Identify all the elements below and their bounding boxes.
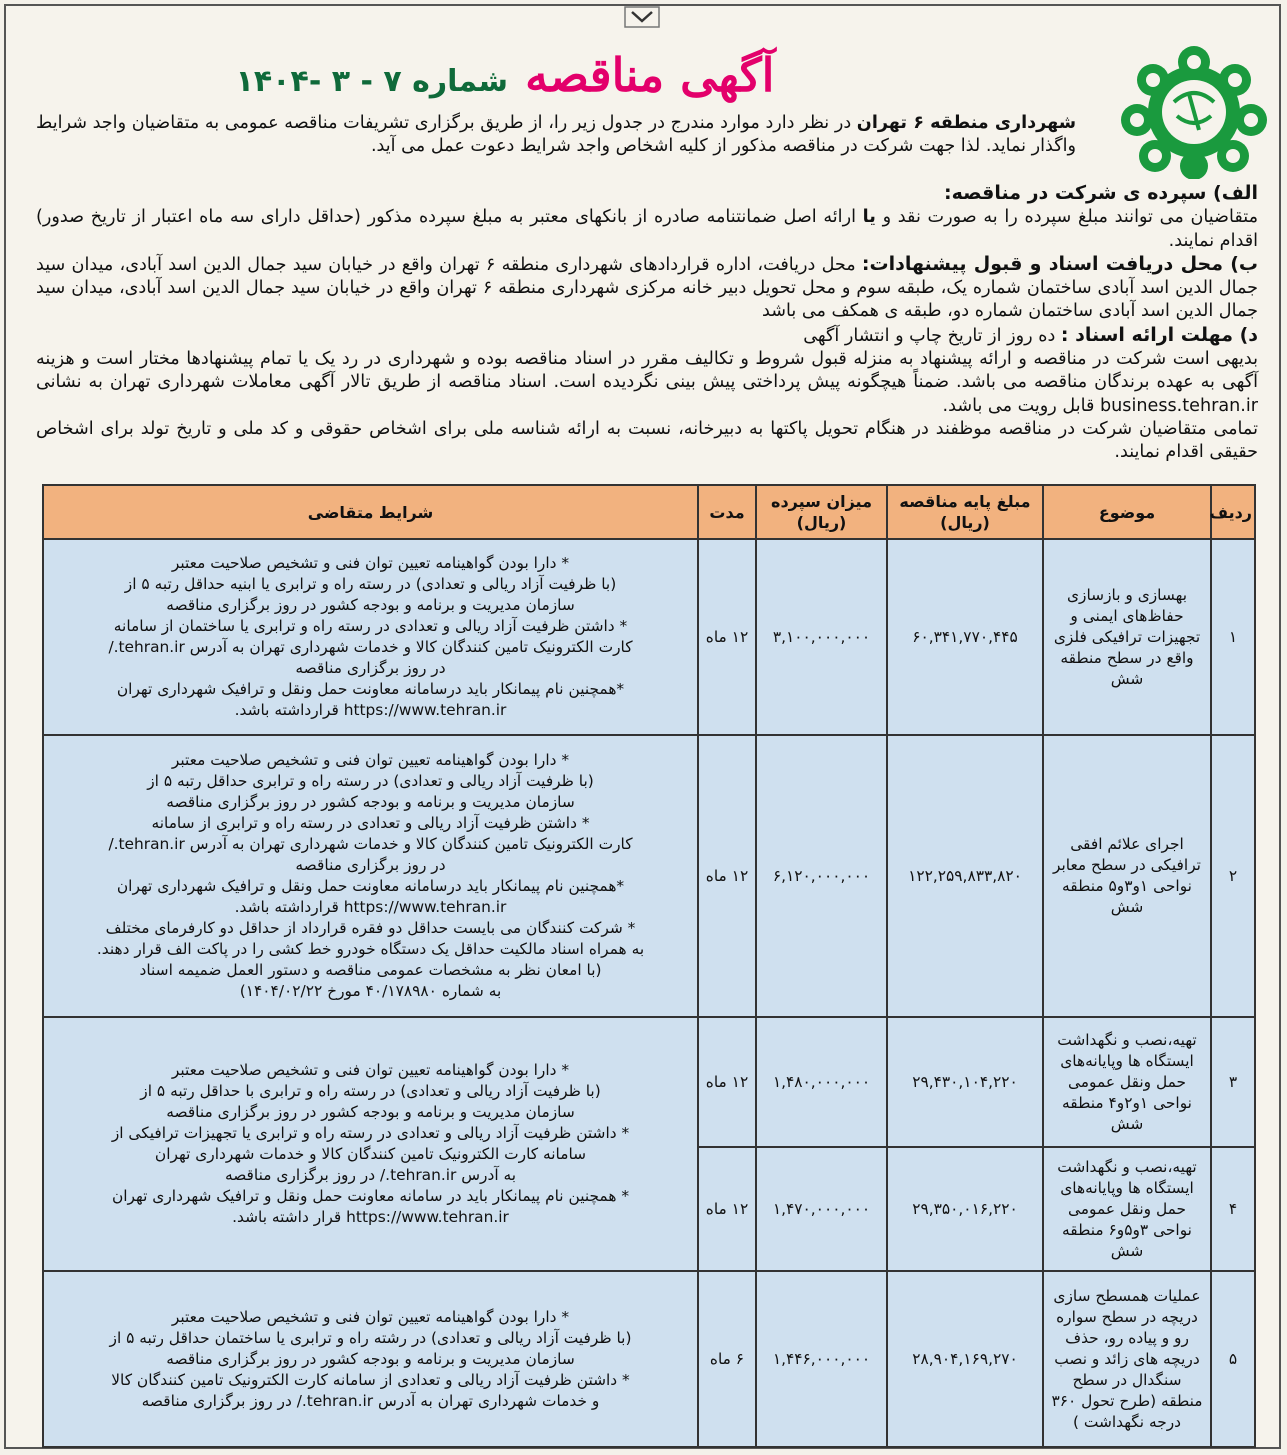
- business-link[interactable]: business.tehran.ir: [1099, 395, 1258, 416]
- section-a-text: متقاضیان می توانند مبلغ سپرده را به صورت نقد و یا ارائه اصل ضمانتنامه صادره از بانکهای معتبر به مبلغ سپرده مذکور (حداقل دارای سه ماه اعتبار از تاریخ صدور) اقدام نمایند.: [36, 207, 1258, 251]
- header-base-amount: مبلغ پایه مناقصه (ریال): [887, 485, 1043, 539]
- row-subject: اجرای علائم افقی ترافیکی در سطح معابر نواحی ۱و۳و۵ منطقه شش: [1043, 735, 1211, 1017]
- row-deposit: ۱,۴۷۰,۰۰۰,۰۰۰: [756, 1147, 887, 1271]
- row-base-amount: ۲۹,۳۵۰,۰۱۶,۲۲۰: [887, 1147, 1043, 1271]
- row-deposit: ۱,۴۴۶,۰۰۰,۰۰۰: [756, 1271, 887, 1447]
- section-b: ب) محل دریافت اسناد و قبول پیشنهادات: محل دریافت، اداره قراردادهای شهرداری منطقه ۶ تهران واقع در خیابان سید جمال الدین اسد آبادی، میدان سید جمال الدین اسد آبادی ساختمان شماره یک، طبقه سوم و محل تحویل دبیر خانه مرکزی شهرداری منطقه ۶ تهران واقع در خیابان سید جمال الدین اسد آبادی، میدان سید جمال الدین اسد آبادی ساختمان شماره دو، طبقه ی همکف می باشد: [36, 252, 1259, 322]
- notice-number: شماره ۷ - ۳ -۱۴۰۴: [235, 64, 508, 99]
- notice-title: [0, 48, 1010, 102]
- organization-name: شهرداری منطقه ۶ تهران: [856, 113, 1076, 133]
- row-conditions: * دارا بودن گواهینامه تعیین توان فنی و تشخیص صلاحیت معتبر (با ظرفیت آزاد ریالی و تعدادی) در رسته راه و ترابری یا ابنیه حداقل رتبه ۵ از سازمان مدیریت و برنامه و بودجه کشور در روز برگزاری مناقصه * داشتن ظرفیت آزاد ریالی و تعدادی در رسته راه و ترابری یا ساختمان از سامانه کارت الکترونیک تامین کنندگان کالا و خدمات شهرداری تهران به آدرس tehran.ir./ در روز برگزاری مناقصه *همچنین نام پیمانکار باید درسامانه معاونت حمل ونقل و ترافیک شهرداری تهران https://www.tehran.ir قرارداشته باشد.: [43, 539, 698, 735]
- row-deposit: ۳,۱۰۰,۰۰۰,۰۰۰: [756, 539, 887, 735]
- table-row: [43, 735, 1255, 1017]
- notice-body: [36, 182, 1258, 465]
- intro-text: در نظر دارد موارد مندرج در جدول زیر را، از طریق برگزاری تشریفات مناقصه عمومی به متقاضیان واجد شرایط واگذار نماید. لذا جهت شرکت در مناقصه مذکور از کلیه اشخاص واجد شرایط دعوت عمل می آید.: [36, 113, 1076, 157]
- row-duration: ۱۲ ماه: [698, 735, 756, 1017]
- row-duration: ۱۲ ماه: [698, 539, 756, 735]
- general-terms: بدیهی است شرکت در مناقصه و ارائه پیشنهاد به منزله قبول شروط و تکالیف مقرر در اسناد مناقصه بوده و شهرداری در رد یک یا تمام پیشنهادها مختار است و هزینه آگهی به عهده برندگان مناقصه می باشد. ضمناً هیچگونه پیش پرداختی پیش بینی نگردیده است. اسناد مناقصه از طریق تالار آگهی معاملات شهرداری تهران به نشانی business.tehran.ir قابل رویت می باشد.: [36, 349, 1258, 416]
- row-subject: عملیات همسطح سازی دریچه در سطح سواره رو و پیاده رو، حذف دریچه های زائد و نصب سنگدال در سطح منطقه (طرح تحول ۳۶۰ درجه نگهداشت ): [1043, 1271, 1211, 1447]
- row-conditions: * دارا بودن گواهینامه تعیین توان فنی و تشخیص صلاحیت معتبر (با ظرفیت آزاد ریالی و تعدادی) در رشته راه و ترابری یا ساختمان حداقل رتبه ۵ از سازمان مدیریت و برنامه و بودجه کشور در روز برگزاری مناقصه * داشتن ظرفیت آزاد ریالی و تعدادی از سامانه کارت الکترونیک تامین کنندگان کالا و خدمات شهرداری تهران به آدرس tehran.ir./ در روز برگزاری مناقصه: [43, 1271, 698, 1447]
- header-row-number: ردیف: [1211, 485, 1255, 539]
- table-row: [43, 1271, 1255, 1447]
- row-number: ۲: [1211, 735, 1255, 1017]
- row-conditions: * دارا بودن گواهینامه تعیین توان فنی و تشخیص صلاحیت معتبر (با ظرفیت آزاد ریالی و تعدادی) در رسته راه و ترابری با حداقل رتبه ۵ از سازمان مدیریت و برنامه و بودجه کشور در روز برگزاری مناقصه * داشتن ظرفیت آزاد ریالی و تعدادی در رسته راه و ترابری یا تجهیزات ترافیکی از سامانه کارت الکترونیک تامین کنندگان کالا و خدمات شهرداری تهران به آدرس tehran.ir./ در روز برگزاری مناقصه * همچنین نام پیمانکار باید در سامانه معاونت حمل ونقل و ترافیک شهرداری تهران https://www.tehran.ir قرار داشته باشد.: [43, 1017, 698, 1271]
- row-number: ۳: [1211, 1017, 1255, 1147]
- section-d: د) مهلت ارائه اسناد : ده روز از تاریخ چاپ و انتشار آگهی: [803, 323, 1258, 346]
- row-subject: تهیه،نصب و نگهداشت ایستگاه ها وپایانه‌های حمل ونقل عمومی نواحی ۱و۲و۴ منطقه شش: [1043, 1017, 1211, 1147]
- row-subject: بهسازی و بازسازی حفاظ‌های ایمنی و تجهیزات ترافیکی فلزی واقع در سطح منطقه شش: [1043, 539, 1211, 735]
- intro-paragraph: [36, 112, 1076, 159]
- row-duration: ۱۲ ماه: [698, 1017, 756, 1147]
- header-conditions: شرایط متقاضی: [43, 485, 698, 539]
- row-conditions: * دارا بودن گواهینامه تعیین توان فنی و تشخیص صلاحیت معتبر (با ظرفیت آزاد ریالی و تعدادی) در رسته راه و ترابری حداقل رتبه ۵ از سازمان مدیریت و برنامه و بودجه کشور در روز برگزاری مناقصه * داشتن ظرفیت آزاد ریالی و تعدادی در رسته راه و ترابری از سامانه کارت الکترونیک تامین کنندگان کالا و خدمات شهرداری تهران به آدرس tehran.ir./ در روز برگزاری مناقصه *همچنین نام پیمانکار باید درسامانه معاونت حمل ونقل و ترافیک شهرداری تهران https://www.tehran.ir قرارداشته باشد. * شرکت کنندگان می بایست حداقل دو فقره قرارداد از حداقل دو کارفرمای مختلف به همراه اسناد مالکیت حداقل یک دستگاه خودرو خط کشی را در پاکت الف قرار دهند. (با امعان نظر به مشخصات عمومی مناقصه و دستور العمل ضمیمه اسناد به شماره ۴۰/۱۷۸۹۸۰ مورخ ۱۴۰۴/۰۲/۲۲): [43, 735, 698, 1017]
- id-requirement: تمامی متقاضیان شرکت در مناقصه موظفند در هنگام تحویل پاکتها به دبیرخانه، نسبت به ارائه شناسه ملی برای اشخاص حقوقی و کد ملی و تاریخ تولد برای اشخاص حقیقی اقدام نمایند.: [36, 418, 1258, 463]
- row-number: ۴: [1211, 1147, 1255, 1271]
- chevron-down-icon: [624, 6, 660, 28]
- row-number: ۱: [1211, 539, 1255, 735]
- row-duration: ۶ ماه: [698, 1271, 756, 1447]
- row-duration: ۱۲ ماه: [698, 1147, 756, 1271]
- header-duration: مدت: [698, 485, 756, 539]
- table-row: [43, 1017, 1255, 1147]
- row-base-amount: ۲۹,۴۳۰,۱۰۴,۲۲۰: [887, 1017, 1043, 1147]
- row-subject: تهیه،نصب و نگهداشت ایستگاه ها وپایانه‌های حمل ونقل عمومی نواحی ۳و۵و۶ منطقه شش: [1043, 1147, 1211, 1271]
- tehran-municipality-logo-icon: [1119, 44, 1269, 179]
- row-deposit: ۱,۴۸۰,۰۰۰,۰۰۰: [756, 1017, 887, 1147]
- tender-table: [42, 484, 1254, 1443]
- header-subject: موضوع: [1043, 485, 1211, 539]
- section-a-title: الف) سپرده ی شرکت در مناقصه:: [944, 182, 1258, 204]
- row-base-amount: ۲۸,۹۰۴,۱۶۹,۲۷۰: [887, 1271, 1043, 1447]
- row-number: ۵: [1211, 1271, 1255, 1447]
- title-text: آگهی مناقصه: [525, 48, 775, 102]
- row-base-amount: ۶۰,۳۴۱,۷۷۰,۴۴۵: [887, 539, 1043, 735]
- table-header-row: [43, 485, 1255, 539]
- row-base-amount: ۱۲۲,۲۵۹,۸۳۳,۸۲۰: [887, 735, 1043, 1017]
- table-row: [43, 539, 1255, 735]
- header-deposit: میزان سپرده (ریال): [756, 485, 887, 539]
- row-deposit: ۶,۱۲۰,۰۰۰,۰۰۰: [756, 735, 887, 1017]
